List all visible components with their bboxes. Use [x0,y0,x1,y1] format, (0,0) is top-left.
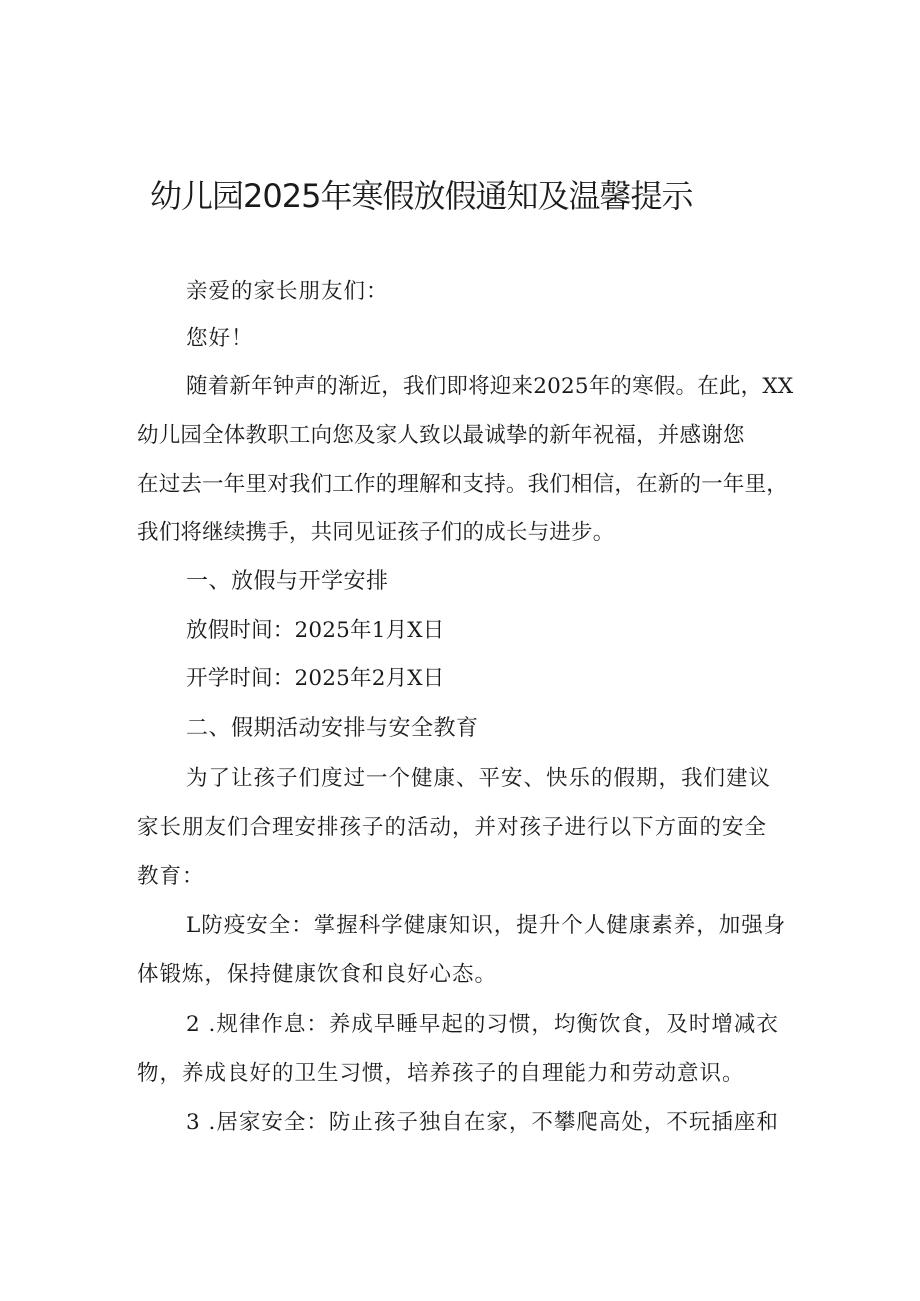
paragraph-line: 家长朋友们合理安排孩子的活动，并对孩子进行以下方面的安全 [137,815,768,840]
list-item-2-cont: 物，养成良好的卫生习惯，培养孩子的自理能力和劳动意识。 [137,1061,745,1086]
section-heading-schedule: 一、放假与开学安排 [186,569,389,594]
document-title: 幼儿园2025年寒假放假通知及温馨提示 [150,177,693,215]
paragraph-line: 幼儿园全体教职工向您及家人致以最诚挚的新年祝福，并感谢您 [137,423,745,448]
paragraph-line: 在过去一年里对我们工作的理解和支持。我们相信，在新的一年里， [137,472,789,497]
salutation: 亲爱的家长朋友们： [186,279,389,304]
list-item-1-cont: 体锻炼，保持健康饮食和良好心态。 [137,962,498,987]
greeting: 您好！ [186,326,254,351]
vacation-date: 放假时间：2025年1月X日 [186,618,445,643]
section-heading-safety: 二、假期活动安排与安全教育 [186,716,479,741]
list-item-3: 3 .居家安全：防止孩子独自在家，不攀爬高处，不玩插座和 [186,1110,779,1135]
paragraph-line: 为了让孩子们度过一个健康、平安、快乐的假期，我们建议 [186,766,772,791]
list-item-2: 2 .规律作息：养成早睡早起的习惯，均衡饮食，及时增减衣 [186,1012,779,1037]
paragraph-line: 我们将继续携手，共同见证孩子们的成长与进步。 [137,520,615,545]
school-start-date: 开学时间：2025年2月X日 [186,666,445,691]
paragraph-line: 教育： [137,864,205,889]
list-item-1: L防疫安全：掌握科学健康知识，提升个人健康素养，加强身 [186,913,787,938]
paragraph-line: 随着新年钟声的渐近，我们即将迎来2025年的寒假。在此，XX [186,374,794,399]
